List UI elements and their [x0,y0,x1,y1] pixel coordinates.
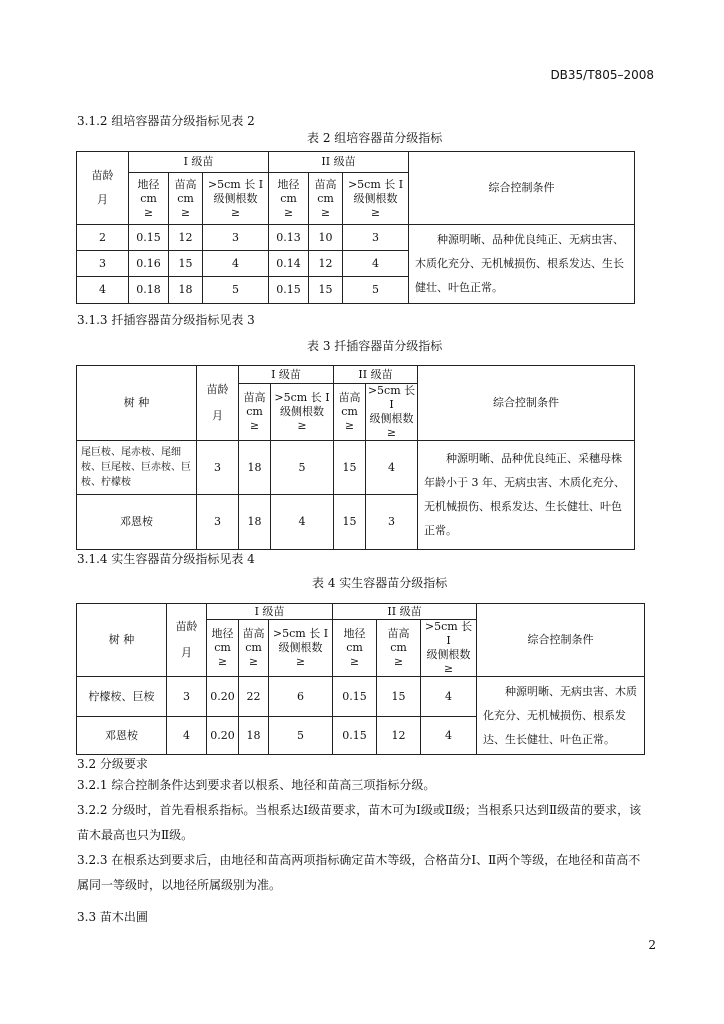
table-2-caption: 表 2 组培容器苗分级指标 [307,131,443,145]
height-header: 苗高 cm ≥ [334,384,366,441]
table-row: 邓恩桉 4 0.20 18 5 0.15 12 4 [77,717,645,755]
table-row: 4 0.18 18 5 0.15 15 5 [77,277,635,304]
age-header [197,366,239,441]
grade-1-header: I 级苗 [129,152,269,173]
table-row: 邓恩桉 3 18 4 15 3 [77,495,635,550]
age-header-unit: 月 [97,193,108,206]
diameter-header: 地径 cm ≥ [129,173,169,225]
section-3-3-heading: 3.3 苗木出圃 [77,910,148,924]
age-header-label: 苗龄 [91,169,114,182]
height-header: 苗高 cm ≥ [377,620,421,677]
paragraph-3-2-2: 3.2.2 分级时，首先看根系指标。当根系达Ⅰ级苗要求，苗木可为Ⅰ级或Ⅱ级；当根系只达到Ⅱ级苗的要求，该苗木最高也只为Ⅱ级。 [77,803,642,842]
table-3-caption: 表 3 扦插容器苗分级指标 [307,339,443,353]
species-cell: 邓恩桉 [77,495,197,550]
control-conditions: 种源明晰、品种优良纯正、采穗母株年龄小于 3 年、无病虫害、木质化充分、无机械损伤、根系发达、生长健壮、叶色正常。 [418,441,635,550]
paragraph-3-2-1: 3.2.1 综合控制条件达到要求者以根系、地径和苗高三项指标分级。 [77,778,436,792]
control-header: 综合控制条件 [477,604,645,677]
grade-2-header: II 级苗 [333,604,477,620]
species-header: 树 种 [77,366,197,441]
grade-1-header: I 级苗 [239,366,334,384]
table-2 [76,151,635,304]
age-header-label: 苗龄 [206,383,229,396]
control-conditions: 种源明晰、品种优良纯正、无病虫害、木质化充分、无机械损伤、根系发达、生长健壮、叶色正常。 [409,225,635,304]
control-header: 综合控制条件 [409,152,635,225]
grade-2-header: II 级苗 [269,152,409,173]
table-3 [76,365,635,550]
species-cell: 柠檬桉、巨桉 [77,677,167,717]
age-header-label: 苗龄 [175,620,198,633]
roots-header: >5cm 长 I 级侧根数 ≥ [271,384,334,441]
table-4 [76,603,645,755]
diameter-header: 地径 cm ≥ [207,620,239,677]
age-header-unit: 月 [212,409,223,422]
section-3-1-4-heading: 3.1.4 实生容器苗分级指标见表 4 [77,552,255,566]
grade-1-header: I 级苗 [207,604,333,620]
table-row: 柠檬桉、巨桉 3 0.20 22 6 0.15 15 4 种源明晰、无病虫害、木质化充分、无机械损伤、根系发达、生长健壮、叶色正常。 [77,677,645,717]
species-header: 树 种 [77,604,167,677]
roots-header: >5cm 长 I 级侧根数 ≥ [366,384,418,441]
roots-header: >5cm 长 I 级侧根数 ≥ [343,173,409,225]
species-cell: 尾巨桉、尾赤桉、尾细桉、巨尾桉、巨赤桉、巨桉、柠檬桉 [77,441,197,495]
height-header: 苗高 cm ≥ [309,173,343,225]
diameter-header: 地径 cm ≥ [333,620,377,677]
control-conditions: 种源明晰、无病虫害、木质化充分、无机械损伤、根系发达、生长健壮、叶色正常。 [477,677,645,755]
page-number: 2 [648,938,656,952]
section-3-2-heading: 3.2 分级要求 [77,757,148,771]
paragraph-3-2-3: 3.2.3 在根系达到要求后，由地径和苗高两项指标确定苗木等级，合格苗分Ⅰ、Ⅱ两个等级，在地径和苗高不属同一等级时，以地径所属级别为准。 [77,853,641,892]
roots-header: >5cm 长 I 级侧根数 ≥ [203,173,269,225]
roots-header: >5cm 长 I 级侧根数 ≥ [269,620,333,677]
age-header [167,604,207,677]
table-row: 尾巨桉、尾赤桉、尾细桉、巨尾桉、巨赤桉、巨桉、柠檬桉 3 18 5 15 4 种源明晰、品种优良纯正、采穗母株年龄小于 3 年、无病虫害、木质化充分、无机械损伤、根系发达、生长健壮、叶色正常。 [77,441,635,495]
diameter-header: 地径 cm ≥ [269,173,309,225]
control-header: 综合控制条件 [418,366,635,441]
section-3-1-3-heading: 3.1.3 扦插容器苗分级指标见表 3 [77,313,255,327]
document-number: DB35/T805–2008 [550,68,654,82]
grade-2-header: II 级苗 [334,366,418,384]
height-header: 苗高 cm ≥ [239,384,271,441]
height-header: 苗高 cm ≥ [239,620,269,677]
table-4-caption: 表 4 实生容器苗分级指标 [312,576,448,590]
table-row: 2 0.15 12 3 0.13 10 3 种源明晰、品种优良纯正、无病虫害、木质化充分、无机械损伤、根系发达、生长健壮、叶色正常。 [77,225,635,251]
table-row: 3 0.16 15 4 0.14 12 4 [77,251,635,277]
age-header-unit: 月 [181,646,192,659]
age-header [77,152,129,225]
species-cell: 邓恩桉 [77,717,167,755]
height-header: 苗高 cm ≥ [169,173,203,225]
section-3-1-2-heading: 3.1.2 组培容器苗分级指标见表 2 [77,114,255,128]
roots-header: >5cm 长 I 级侧根数 ≥ [421,620,477,677]
